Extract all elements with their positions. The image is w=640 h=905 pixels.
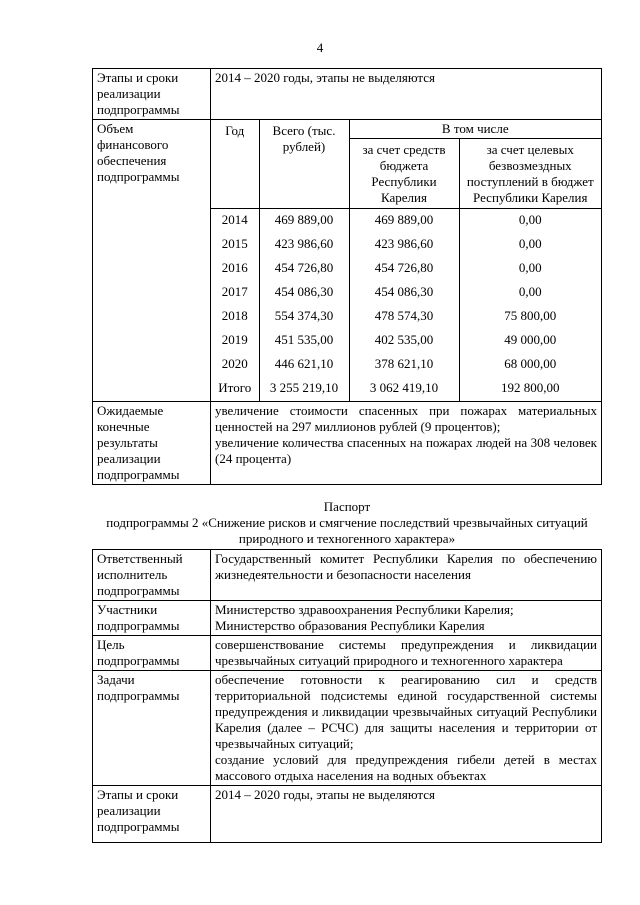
volume-label: Объем финансового обеспечения подпрограммы xyxy=(93,120,211,402)
total-cell: 451 535,00 xyxy=(259,329,349,353)
tasks-label: Задачи подпрограммы xyxy=(93,671,211,786)
year-cell: 2020 xyxy=(211,353,259,377)
subprogram2-passport-table xyxy=(92,549,602,843)
finance-row-2015 xyxy=(211,233,601,257)
total-cell: 454 086,30 xyxy=(259,281,349,305)
participants-label: Участники подпрограммы xyxy=(93,601,211,636)
results-row xyxy=(93,402,602,485)
budget-cell: 3 062 419,10 xyxy=(349,377,459,401)
targeted-cell: 0,00 xyxy=(459,233,601,257)
year-cell: 2016 xyxy=(211,257,259,281)
executor-value: Государственный комитет Республики Карелия по обеспечению жизнедеятельности и безопасности населения xyxy=(211,550,602,601)
total-cell: 423 986,60 xyxy=(259,233,349,257)
col-including-header: В том числе xyxy=(349,120,601,139)
budget-cell: 478 574,30 xyxy=(349,305,459,329)
total-cell: 446 621,10 xyxy=(259,353,349,377)
passport-heading xyxy=(92,499,602,547)
col-budget-header: за счет средств бюджета Республики Карелия xyxy=(349,139,459,209)
stages-value: 2014 – 2020 годы, этапы не выделяются xyxy=(211,69,602,120)
executor-label: Ответственный исполнитель подпрограммы xyxy=(93,550,211,601)
targeted-cell: 192 800,00 xyxy=(459,377,601,401)
total-cell: 454 726,80 xyxy=(259,257,349,281)
finance-row-2020 xyxy=(211,353,601,377)
stages-label: Этапы и сроки реализации подпрограммы xyxy=(93,69,211,120)
participants-line2: Министерство образования Республики Карелия xyxy=(215,618,485,633)
tasks-row xyxy=(93,671,602,786)
finance-row-2014 xyxy=(211,209,601,234)
stages2-label: Этапы и сроки реализации подпрограммы xyxy=(93,786,211,843)
targeted-cell: 0,00 xyxy=(459,281,601,305)
goal-label: Цель подпрограммы xyxy=(93,636,211,671)
goal-row xyxy=(93,636,602,671)
total-cell: 554 374,30 xyxy=(259,305,349,329)
finance-header xyxy=(211,120,601,139)
year-cell: Итого xyxy=(211,377,259,401)
col-targeted-header: за счет целевых безвозмездных поступлений в бюджет Республики Карелия xyxy=(459,139,601,209)
results-label: Ожидаемые конечные результаты реализации подпрограммы xyxy=(93,402,211,485)
page-number: 4 xyxy=(316,40,324,55)
targeted-cell: 68 000,00 xyxy=(459,353,601,377)
tasks-value xyxy=(211,671,602,786)
budget-cell: 454 086,30 xyxy=(349,281,459,305)
passport-title: Паспорт xyxy=(323,499,371,514)
targeted-cell: 0,00 xyxy=(459,257,601,281)
finance-table xyxy=(211,120,601,401)
participants-row xyxy=(93,601,602,636)
participants-line1: Министерство здравоохранения Республики Карелия; xyxy=(215,602,514,617)
finance-row-2019 xyxy=(211,329,601,353)
year-cell: 2014 xyxy=(211,209,259,234)
tasks-line1: обеспечение готовности к реагированию сил и средств территориальной подсистемы единой государственной системы предупреждения и ликвидации чрезвычайных ситуаций Республики Карелия (далее – РСЧС) для защиты населения и территории от чрезвычайных ситуаций; xyxy=(215,672,597,751)
results-line2: увеличение количества спасенных на пожарах людей на 308 человек (24 процента) xyxy=(215,435,597,466)
col-year-header: Год xyxy=(211,120,259,209)
budget-cell: 378 621,10 xyxy=(349,353,459,377)
budget-cell: 469 889,00 xyxy=(349,209,459,234)
participants-value xyxy=(211,601,602,636)
year-cell: 2018 xyxy=(211,305,259,329)
subprogram1-passport-table xyxy=(92,68,602,485)
tasks-line2: создание условий для предупреждения гибели детей в местах массового отдыха населения на водных объектах xyxy=(215,752,597,783)
finance-row xyxy=(93,120,602,402)
budget-cell: 402 535,00 xyxy=(349,329,459,353)
stages-row xyxy=(93,69,602,120)
targeted-cell: 49 000,00 xyxy=(459,329,601,353)
budget-cell: 454 726,80 xyxy=(349,257,459,281)
year-cell: 2015 xyxy=(211,233,259,257)
finance-row-2017 xyxy=(211,281,601,305)
results-line1: увеличение стоимости спасенных при пожарах материальных ценностей на 297 миллионов рублей (9 процентов); xyxy=(215,403,597,434)
targeted-cell: 0,00 xyxy=(459,209,601,234)
stages2-value: 2014 – 2020 годы, этапы не выделяются xyxy=(211,786,602,843)
col-total-header: Всего (тыс. рублей) xyxy=(259,120,349,209)
targeted-cell: 75 800,00 xyxy=(459,305,601,329)
finance-row-2016 xyxy=(211,257,601,281)
finance-row-2018 xyxy=(211,305,601,329)
total-cell: 3 255 219,10 xyxy=(259,377,349,401)
budget-cell: 423 986,60 xyxy=(349,233,459,257)
results-value xyxy=(211,402,602,485)
goal-value: совершенствование системы предупреждения и ликвидации чрезвычайных ситуаций природного и техногенного характера xyxy=(211,636,602,671)
stages2-row xyxy=(93,786,602,843)
executor-row xyxy=(93,550,602,601)
total-cell: 469 889,00 xyxy=(259,209,349,234)
finance-row-total xyxy=(211,377,601,401)
year-cell: 2017 xyxy=(211,281,259,305)
year-cell: 2019 xyxy=(211,329,259,353)
passport-subtitle: подпрограммы 2 «Снижение рисков и смягчение последствий чрезвычайных ситуаций природного и техногенного характера» xyxy=(106,515,588,546)
